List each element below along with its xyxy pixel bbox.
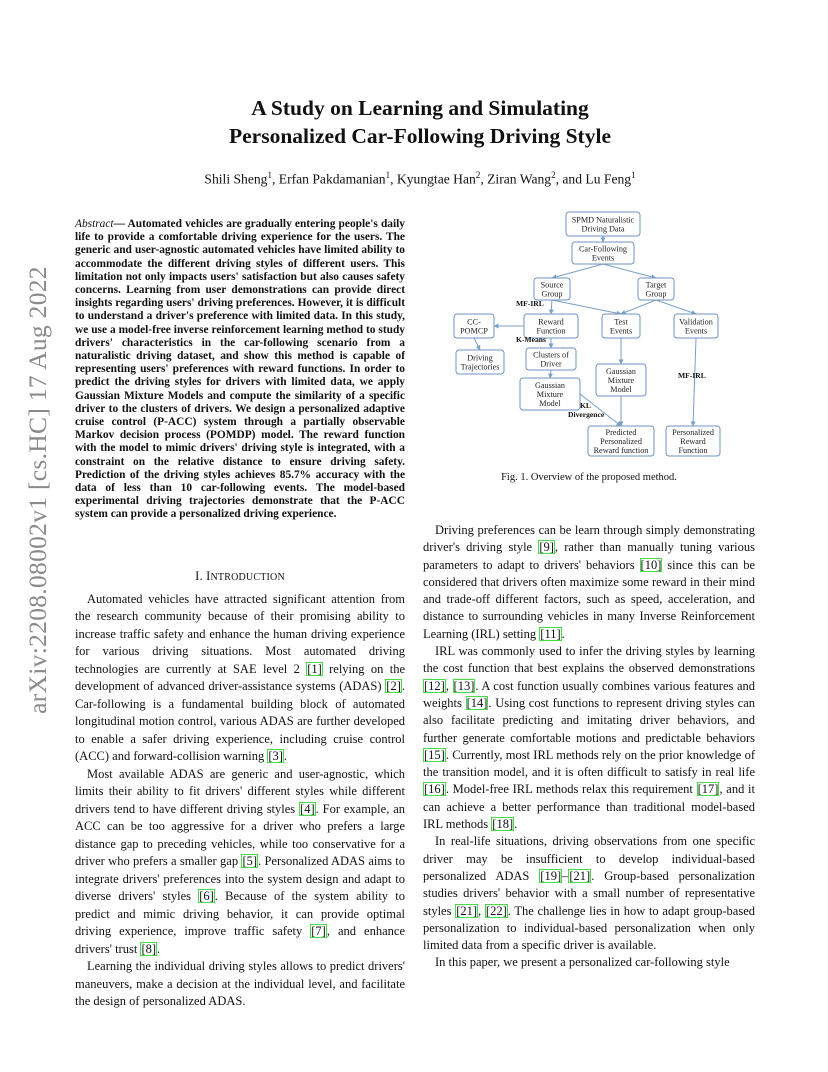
flow-arrow <box>552 300 621 314</box>
paragraph <box>423 522 755 643</box>
citation-link[interactable]: [21] <box>569 868 591 883</box>
citation-link[interactable]: [15] <box>424 747 445 762</box>
flow-box-label: Clusters of <box>533 350 569 360</box>
flow-box-label: Source <box>540 280 564 290</box>
flow-box-label: Reward <box>538 317 564 327</box>
flow-box-label: Predicted <box>605 427 637 437</box>
paragraph-text: , <box>445 678 453 693</box>
flow-arrow <box>656 300 696 314</box>
citation-link[interactable]: [22] <box>485 903 507 918</box>
edge-label-mfirl1: MF-IRL <box>516 299 544 308</box>
edge-label-kmeans: K-Means <box>516 335 546 344</box>
citation-link[interactable]: [4] <box>300 801 315 816</box>
flow-box-gmm1 <box>520 378 580 410</box>
edge-label-kl1: KL <box>580 401 591 410</box>
citation-link[interactable]: [6] <box>199 889 214 903</box>
author-affiliation: 1 <box>631 170 636 180</box>
author-name: Erfan Pakdamanian <box>278 171 386 187</box>
paragraph-text: . <box>283 749 288 763</box>
flow-box-label: Reward <box>680 437 706 446</box>
paper-title <box>120 94 720 150</box>
flow-box-label: Function <box>678 446 708 456</box>
figure-caption: Fig. 1. Overview of the proposed method. <box>501 472 677 483</box>
title-line-2: Personalized Car-Following Driving Style <box>229 124 611 148</box>
flow-box-label: Events <box>684 326 708 336</box>
paragraph-text: , <box>478 903 485 918</box>
flow-box-label: Personalized <box>600 437 642 446</box>
paragraph-text: , rather than manually tuning various parameters to adapt to drivers' behaviors <box>423 540 755 572</box>
paragraph <box>423 833 755 954</box>
citation-link[interactable]: [8] <box>141 941 157 956</box>
citation-link[interactable]: [12] <box>424 678 445 693</box>
author-affiliation: 1 <box>267 170 272 180</box>
flow-box-test <box>602 314 640 338</box>
paragraph-text: . Using cost functions to represent driving styles can also facilitate predicting and imitating driver behaviors, and further generate comfortable motions and predictable behaviors <box>423 695 755 745</box>
citation-link[interactable]: [16] <box>424 782 445 797</box>
paragraph-text: In this paper, we present a personalized car-following style <box>435 955 730 970</box>
abstract <box>75 218 405 522</box>
section-heading <box>75 568 405 587</box>
author-separator: , and <box>555 171 586 187</box>
author-name: Kyungtae Han <box>396 171 476 187</box>
flow-box-label: Personalized <box>672 427 714 437</box>
paragraph-text: relying on the development of advanced driver-assistance systems (ADAS) <box>75 661 405 693</box>
flow-arrow <box>552 264 603 278</box>
flow-box-spmd <box>566 212 640 236</box>
citation-link[interactable]: [21] <box>456 903 478 918</box>
flow-box-label: Car-Following <box>578 244 628 254</box>
flow-box-label: Trajectories <box>460 362 500 372</box>
paragraph <box>75 591 405 766</box>
paragraph-text: , and enhance drivers' trust <box>75 924 405 956</box>
paragraph-text: . Car-following is a fundamental building block of automated longitudinal motion control, various ADAS are further developed to enable a safer driving experience, including cruise control (ACC) and forward-collision warning <box>75 679 405 763</box>
flow-box-ccpomcp <box>454 314 494 338</box>
paragraph-text: . A cost function usually combines various features and weights <box>423 678 756 710</box>
paragraph-text: . Model-free IRL methods relax this requirement <box>445 782 697 797</box>
section-title-initial: I <box>206 569 211 583</box>
flow-box-label: Events <box>591 253 615 263</box>
flow-box-events <box>572 242 634 264</box>
flow-box-label: Mixture <box>607 376 635 385</box>
paragraph-text: . <box>561 626 565 641</box>
citation-link[interactable]: [1] <box>307 661 322 676</box>
right-column-body <box>423 522 755 972</box>
citation-link[interactable]: [2] <box>386 679 401 693</box>
flow-arrow <box>550 370 551 378</box>
citation-link[interactable]: [14] <box>466 695 488 710</box>
section-number: I. <box>195 569 207 583</box>
paragraph <box>423 954 755 971</box>
flow-box-label: Reward function <box>593 446 649 456</box>
flow-box-traj <box>456 350 504 374</box>
paragraph-text: . <box>157 941 161 956</box>
flow-box-label: SPMD Naturalistic <box>571 215 635 225</box>
flow-box-label: Validation <box>679 317 713 327</box>
flow-box-pers <box>666 426 720 456</box>
citation-link[interactable]: [9] <box>539 540 554 555</box>
flow-box-valid <box>674 314 718 338</box>
abstract-label: Abstract <box>75 218 114 230</box>
flow-arrow <box>474 338 480 350</box>
citation-link[interactable]: [3] <box>268 749 283 763</box>
paragraph-text: – <box>562 868 569 883</box>
flow-arrow <box>621 300 656 314</box>
paragraph-text: . Because of the system ability to predict and mimic driving behavior, it can provide optimal driving experience, improve traffic safety <box>75 889 405 938</box>
paragraph-text: , and it can achieve a better performance than traditional model-based IRL methods <box>423 782 755 832</box>
citation-link[interactable]: [17] <box>697 782 719 797</box>
paragraph-text: Driving preferences can be learn through simply demonstrating driver's driving style <box>423 523 755 555</box>
paragraph <box>423 643 755 833</box>
flow-box-gmm2 <box>596 364 646 396</box>
author-affiliation: 1 <box>385 170 391 180</box>
flow-box-target <box>638 278 674 300</box>
flow-box-label: Driving <box>467 353 493 363</box>
flow-box-label: Model <box>610 385 632 395</box>
title-line-1: A Study on Learning and Simulating <box>251 96 589 120</box>
flow-arrow <box>551 300 552 314</box>
paragraph <box>75 766 405 959</box>
paragraph-text: . For example, an ACC can be too aggressive for a driver who prefers a large distance gap to preceding vehicles, while too conservative for a driver who prefers a smaller gap <box>75 801 405 868</box>
citation-link[interactable]: [19] <box>540 868 562 883</box>
flow-arrow <box>693 338 696 426</box>
arxiv-identifier-sidebar <box>20 266 56 714</box>
paragraph-text: In real-life situations, driving observations from one specific driver may be insufficient to develop individual-based personalized ADAS <box>423 834 755 883</box>
flow-box-label: Events <box>609 326 633 336</box>
paragraph-text: . Group-based personalization studies drivers' behavior with a small number of representative styles <box>423 868 755 918</box>
paragraph <box>75 958 405 1011</box>
citation-link[interactable]: [10] <box>640 557 662 572</box>
flow-box-clusters <box>526 348 576 370</box>
author-separator: , <box>480 171 488 187</box>
author-affiliation: 2 <box>475 170 481 180</box>
paragraph-text: Most available ADAS are generic and user-agnostic, which limits their ability to fit drivers' different styles while different drivers tend to have different driving styles <box>75 766 405 816</box>
flow-box-label: POMCP <box>460 326 488 336</box>
author-separator: , <box>390 171 397 187</box>
flow-box-label: CC- <box>467 317 481 327</box>
paragraph-text: . The challenge lies in how to adapt group-based personalization to individual-based personalization when only limited data from a specific driver is available. <box>423 903 755 953</box>
author-list <box>110 170 730 188</box>
flow-box-label: Function <box>536 326 566 336</box>
flow-box-label: Driver <box>540 359 562 369</box>
paragraph-text: since this can be considered that drivers often maximize some reward in their mind and trade-off different factors, such as speed, acceleration, and distance to surrounding vehicles in many Inverse Reinforcement Learning (IRL) setting <box>423 557 755 641</box>
flow-box-label: Driving Data <box>581 224 625 234</box>
citation-link[interactable]: [13] <box>453 678 475 693</box>
method-overview-figure <box>446 208 746 468</box>
flowchart-diagram <box>446 208 746 468</box>
paragraph-text: . Personalized ADAS aims to integrate drivers' preferences into the system design and adapt to diverse drivers' styles <box>75 854 405 903</box>
introduction-section <box>75 568 405 1011</box>
paragraph-text: . Currently, most IRL methods rely on the prior knowledge of the transition model, and it is often difficult to satisfy in real life <box>423 747 755 780</box>
arxiv-identifier: arXiv:2208.08002v1 [cs.HC] 17 Aug 2022 <box>23 266 53 714</box>
author-affiliation: 2 <box>551 170 556 180</box>
flow-box-label: Gaussian <box>534 380 566 390</box>
flow-box-label: Test <box>614 317 628 327</box>
flow-box-source <box>534 278 570 300</box>
flow-box-label: Target <box>645 280 667 290</box>
section-title-rest: NTRODUCTION <box>210 572 285 583</box>
author-name: Ziran Wang <box>487 171 552 187</box>
paragraph-text: Learning the individual driving styles allows to predict drivers' maneuvers, make a decision at the individual level, and facilitate the design of personalized ADAS. <box>75 959 405 1008</box>
flow-box-label: Model <box>539 399 561 409</box>
author-separator: , <box>271 171 279 187</box>
paragraph-text: IRL was commonly used to infer the driving styles by learning the cost function that best explains the observed demonstrations <box>423 644 755 676</box>
flow-box-label: Mixture <box>536 390 564 399</box>
flow-box-label: Group <box>541 289 563 299</box>
flow-arrow <box>603 264 656 278</box>
abstract-text: — Automated vehicles are gradually entering people's daily life to provide a comfortable driving experience for the users. The generic and user-agnostic automated vehicles have limited ability to accommodate the different driving styles of different users. This limitation not only impacts users' satisfaction but also causes safety concerns. Learning from user demonstrations can provide direct insights regarding users' driving preferences. However, it is difficult to understand a driver's preference with limited data. In this study, we use a model-free inverse reinforcement learning method to study drivers' characteristics in the car-following scenario from a naturalistic driving dataset, and show this method is capable of representing users' preferences with reward functions. In order to predict the driving styles for drivers with limited data, we apply Gaussian Mixture Models and compute the similarity of a specific driver to the clusters of drivers. We design a personalized adaptive cruise control (P-ACC) system through a partially observable Markov decision process (POMDP) model. The reward function with the model to mimic drivers' driving style is integrated, with a constraint on the relative distance to ensure driving safety. Prediction of the driving styles achieves 85.7% accuracy with the data of less than 10 car-following events. The model-based experimental driving trajectories demonstrate that the P-ACC system can provide a personalized driving experience. <box>75 218 405 521</box>
flow-box-pred <box>588 426 654 456</box>
citation-link[interactable]: [11] <box>540 626 561 641</box>
introduction-body <box>75 591 405 1011</box>
citation-link[interactable]: [5] <box>242 854 258 868</box>
flow-box-label: Gaussian <box>605 366 637 376</box>
citation-link[interactable]: [7] <box>311 924 326 938</box>
author-name: Lu Feng <box>585 171 632 187</box>
paragraph-text: Automated vehicles have attracted significant attention from the research community because of their promising ability to increase traffic safety and enhance the human driving experience for various driving situations. Most automated driving technologies are currently at SAE level 2 <box>75 591 405 676</box>
flow-box-label: Group <box>645 289 667 299</box>
citation-link[interactable]: [18] <box>492 817 514 832</box>
author-name: Shili Sheng <box>204 171 268 187</box>
edge-label-mfirl2: MF-IRL <box>678 371 706 380</box>
edge-label-kl2: Divergence <box>568 410 605 419</box>
paragraph-text: . <box>514 817 518 832</box>
